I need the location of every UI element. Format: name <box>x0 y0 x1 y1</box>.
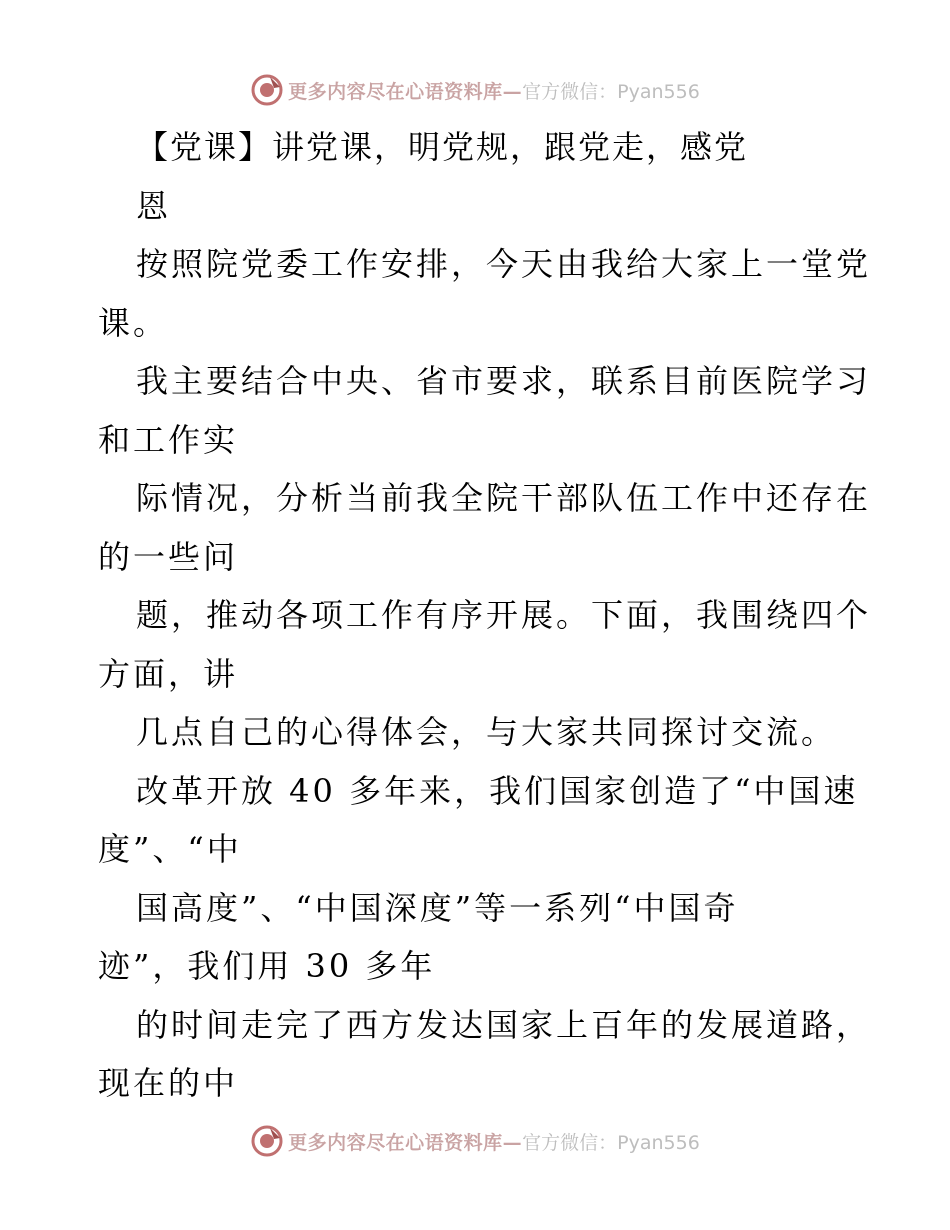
banner-title: 更多内容尽在心语资料库— <box>288 80 523 103</box>
text-line: 题，推动各项工作有序开展。下面，我围绕四个 <box>136 596 872 634</box>
brand-logo-icon <box>250 73 284 107</box>
text-line: 几点自己的心得体会，与大家共同探讨交流。 <box>136 713 837 751</box>
text-line: 课。 <box>98 303 169 342</box>
text-line: 际情况，分析当前我全院干部队伍工作中还存在 <box>136 479 872 517</box>
text-line: 方面，讲 <box>98 654 239 693</box>
text-line: 按照院党委工作安排，今天由我给大家上一堂党 <box>136 245 872 283</box>
text-line: 的时间走完了西方发达国家上百年的发展道路， <box>136 1005 872 1044</box>
banner-title: 更多内容尽在心语资料库— <box>288 1131 523 1154</box>
header-banner <box>0 70 950 110</box>
text-line: 度”、“中 <box>98 830 242 868</box>
document-title-line-1: 【党课】讲党课，明党规，跟党走，感党 <box>136 128 749 166</box>
footer-banner <box>0 1121 950 1161</box>
text-line: 迹”，我们用 30 多年 <box>98 947 436 985</box>
text-line: 国高度”、“中国深度”等一系列“中国奇 <box>136 888 739 927</box>
banner-wechat: 官方微信：Pyan556 <box>522 80 700 103</box>
text-line: 和工作实 <box>98 420 239 459</box>
text-line: 现在的中 <box>98 1064 239 1102</box>
document-body <box>98 118 872 1113</box>
text-line: 改革开放 40 多年来，我们国家创造了“中国速 <box>136 771 859 810</box>
brand-logo-icon <box>250 1124 284 1158</box>
text-line: 的一些问 <box>98 537 239 576</box>
banner-wechat: 官方微信：Pyan556 <box>522 1131 700 1154</box>
document-title-line-2: 恩 <box>136 186 172 225</box>
text-line: 我主要结合中央、省市要求，联系目前医院学习 <box>136 362 872 400</box>
